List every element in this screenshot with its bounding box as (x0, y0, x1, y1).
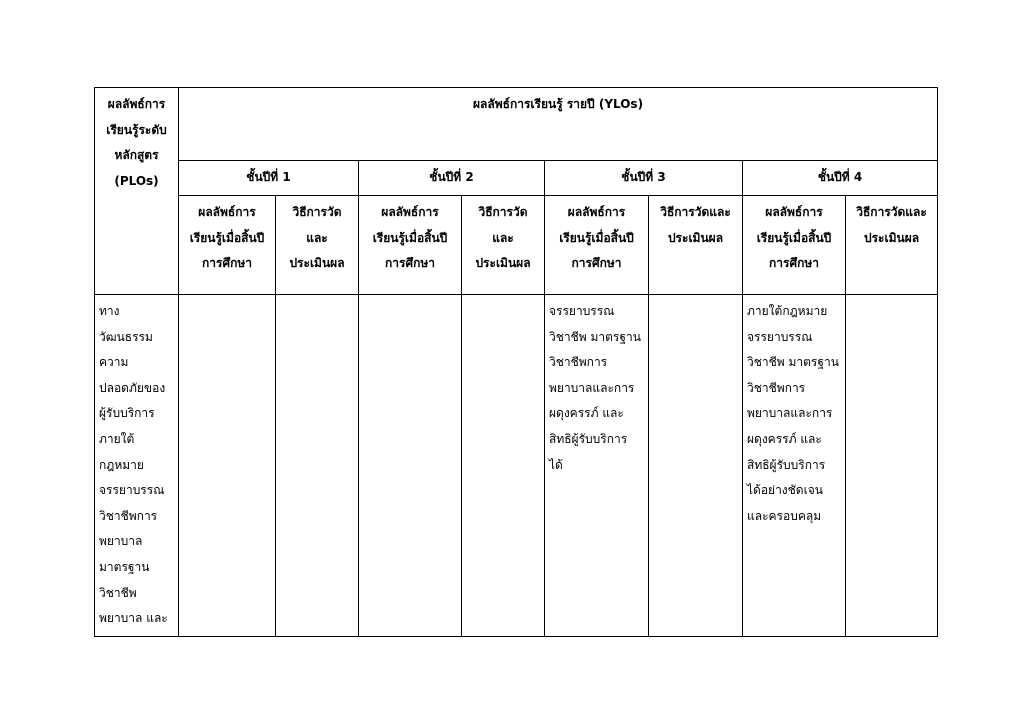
sub-header-line: เรียนรู้เมื่อสิ้นปี (559, 230, 634, 245)
year-3-method-cell (649, 295, 743, 637)
year-4-outcome-line: ภายใต้กฎหมาย (747, 304, 828, 318)
sub-header-line: วิธีการวัดและ (856, 205, 927, 219)
plo-content-line: ความ (99, 355, 129, 370)
year-2-method-cell (462, 295, 545, 637)
plo-content-line: วัฒนธรรม (99, 329, 153, 344)
year-2-method-header (462, 196, 545, 295)
sub-header-line: ผลลัพธ์การ (765, 205, 823, 219)
ylo-header-text: ผลลัพธ์การเรียนรู้ รายปี (YLOs) (473, 97, 644, 111)
year-3-outcome-line: วิชาชีพการ (549, 355, 608, 370)
plo-header-line: ผลลัพธ์การ (107, 97, 166, 111)
year-3-outcome-cell (545, 295, 649, 637)
year-4-outcome-line: สิทธิผู้รับบริการ (747, 457, 826, 472)
plo-content-line: ปลอดภัยของ (99, 380, 166, 395)
year-3-outcome-line: ได้ (549, 457, 563, 472)
sub-header-line: เรียนรู้เมื่อสิ้นปี (372, 230, 448, 245)
sub-header-line: การศึกษา (571, 256, 622, 271)
sub-header-line: ประเมินผล (289, 256, 345, 271)
plo-header-cell (95, 88, 179, 295)
year-4-outcome-line: พยาบาลและการ (747, 406, 833, 421)
year-3-outcome-line: จรรยาบรรณ (549, 304, 615, 318)
ylo-header-cell (179, 88, 938, 161)
sub-header-line: วิธีการวัด (478, 205, 528, 219)
year-4-outcome-line: ได้อย่างชัดเจน (747, 483, 823, 498)
year-3-outcome-line: วิชาชีพ มาตรฐาน (549, 329, 641, 344)
plo-header-line: เรียนรู้ระดับ (106, 122, 167, 137)
plo-content-line: พยาบาล (99, 534, 143, 549)
year-4-outcome-line: ผดุงครรภ์ และ (747, 431, 822, 446)
year-1-method-header (276, 196, 359, 295)
sub-header-line: และ (492, 230, 514, 245)
year-4-header: ชั้นปีที่ 4 (743, 161, 938, 196)
year-2-outcome-cell (359, 295, 462, 637)
year-3-outcome-line: สิทธิผู้รับบริการ (549, 431, 628, 446)
sub-header-line: เรียนรู้เมื่อสิ้นปี (189, 230, 265, 245)
sub-header-line: ผลลัพธ์การ (198, 205, 256, 219)
plo-header-line: หลักสูตร (114, 148, 159, 163)
year-4-method-cell (846, 295, 938, 637)
year-4-outcome-line: จรรยาบรรณ (747, 329, 813, 344)
sub-header-line: และ (306, 230, 328, 245)
sub-header-line: การศึกษา (385, 256, 435, 271)
plo-content-line: ผู้รับบริการ (99, 406, 155, 421)
sub-header-line: วิธีการวัดและ (660, 205, 731, 219)
sub-header-line: วิธีการวัด (292, 205, 342, 219)
plo-content-line: ภายใต้ (99, 431, 135, 446)
year-3-method-header (649, 196, 743, 295)
plo-content-line: วิชาชีพการ (99, 508, 158, 523)
plo-content-cell (95, 295, 179, 637)
sub-header-line: ประเมินผล (863, 230, 920, 245)
year-3-outcome-line: พยาบาลและการ (549, 380, 635, 395)
year-4-outcome-line: วิชาชีพ มาตรฐาน (747, 355, 839, 370)
year-1-method-cell (276, 295, 359, 637)
year-3-header: ชั้นปีที่ 3 (545, 161, 743, 196)
sub-header-line: การศึกษา (202, 256, 252, 271)
plo-content-line: พยาบาล และ (99, 611, 168, 626)
plo-content-line: กฎหมาย (99, 457, 144, 472)
year-2-header: ชั้นปีที่ 2 (359, 161, 545, 196)
year-3-outcome-header (545, 196, 649, 295)
plo-content-line: วิชาชีพ (99, 585, 137, 600)
year-1-outcome-cell (179, 295, 276, 637)
sub-header-line: ผลลัพธ์การ (567, 205, 626, 219)
sub-header-line: การศึกษา (769, 256, 819, 271)
year-3-outcome-line: ผดุงครรภ์ และ (549, 406, 624, 421)
curriculum-table (94, 87, 938, 637)
year-2-outcome-header (359, 196, 462, 295)
plo-content-line: จรรยาบรรณ (99, 483, 165, 498)
year-4-outcome-line: วิชาชีพการ (747, 380, 806, 395)
year-4-outcome-line: และครอบคลุม (747, 508, 822, 523)
plo-content-line: ทาง (99, 304, 120, 318)
plo-header-line: (PLOs) (114, 173, 159, 188)
plo-content-line: มาตรฐาน (99, 559, 150, 574)
year-1-header: ชั้นปีที่ 1 (179, 161, 359, 196)
sub-header-line: ประเมินผล (475, 256, 531, 271)
year-4-outcome-cell (743, 295, 846, 637)
sub-header-line: ประเมินผล (667, 230, 724, 245)
year-4-method-header (846, 196, 938, 295)
year-4-outcome-header (743, 196, 846, 295)
sub-header-line: ผลลัพธ์การ (381, 205, 439, 219)
year-1-outcome-header (179, 196, 276, 295)
sub-header-line: เรียนรู้เมื่อสิ้นปี (756, 230, 832, 245)
